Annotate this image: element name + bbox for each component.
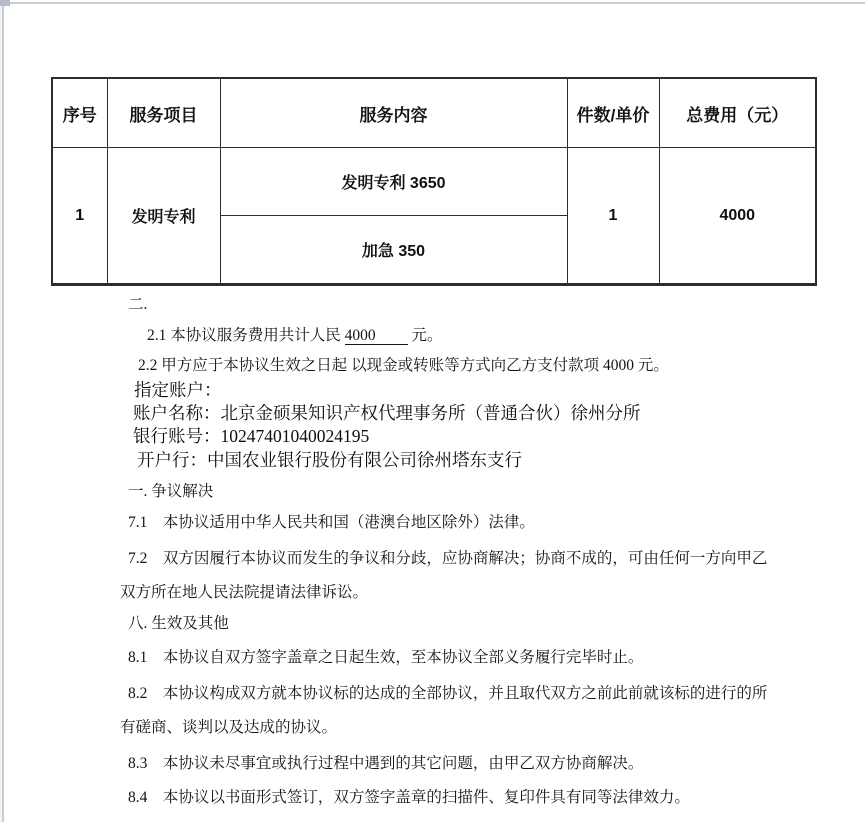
clause-7-1: 7.1 本协议适用中华人民共和国（港澳台地区除外）法律。 xyxy=(128,514,535,531)
clause-7-2-line1: 7.2 双方因履行本协议而发生的争议和分歧，应协商解决；协商不成的，可由任何一方向甲乙 xyxy=(128,550,768,567)
clause-8-3: 8.3 本协议未尽事宜或执行过程中遇到的其它问题，由甲乙双方协商解决。 xyxy=(128,755,644,772)
section-dispute-title: 一. 争议解决 xyxy=(128,483,214,500)
cell-total-cost: 4000 xyxy=(659,148,816,285)
cell-service-content-1: 发明专利 3650 xyxy=(220,148,567,216)
account-name: 账户名称：北京金硕果知识产权代理事务所（普通合伙）徐州分所 xyxy=(133,403,641,423)
header-service-item: 服务项目 xyxy=(107,78,220,148)
clause-8-1: 8.1 本协议自双方签字盖章之日起生效，至本协议全部义务履行完毕时止。 xyxy=(128,649,644,666)
clause-8-2-line2: 有磋商、谈判以及达成的协议。 xyxy=(120,719,338,736)
section-effective-title: 八. 生效及其他 xyxy=(128,615,229,632)
clause-8-4: 8.4 本协议以书面形式签订，双方签字盖章的扫描件、复印件具有同等法律效力。 xyxy=(128,789,690,806)
table-row xyxy=(52,148,816,216)
clause-7-2-line2: 双方所在地人民法院提请法律诉讼。 xyxy=(120,584,369,601)
cell-serial-number: 1 xyxy=(52,148,107,285)
page-edge-left xyxy=(2,0,4,822)
bank-branch: 开户行：中国农业银行股份有限公司徐州塔东支行 xyxy=(137,450,522,470)
fee-amount-underlined: 4000 xyxy=(345,327,408,345)
designated-account-label: 指定账户： xyxy=(134,380,222,400)
clause-8-2-line1: 8.2 本协议构成双方就本协议标的达成的全部协议，并且取代双方之前此前就该标的进行的所 xyxy=(128,685,768,702)
cell-service-item: 发明专利 xyxy=(107,148,220,285)
clause-2-1-suffix: 元。 xyxy=(407,327,443,344)
clause-2-2: 2.2 甲方应于本协议生效之日起 以现金或转账等方式向乙方支付款项 4000 元。 xyxy=(138,357,669,374)
header-serial-number: 序号 xyxy=(52,78,107,148)
table-header-row xyxy=(52,78,816,148)
clause-2-1 xyxy=(147,326,443,346)
service-fee-table xyxy=(51,77,817,286)
section-2-label: 二. xyxy=(128,296,148,313)
cell-service-content-2: 加急 350 xyxy=(220,216,567,285)
bank-account-number: 银行账号：10247401040024195 xyxy=(133,426,370,446)
header-total-cost: 总费用（元） xyxy=(659,78,816,148)
page-edge-corner xyxy=(0,0,10,6)
header-quantity-unit-price: 件数/单价 xyxy=(567,78,659,148)
page-edge-top xyxy=(0,2,865,4)
clause-2-1-prefix: 2.1 本协议服务费用共计人民 xyxy=(147,327,345,344)
header-service-content: 服务内容 xyxy=(220,78,567,148)
cell-quantity: 1 xyxy=(567,148,659,285)
